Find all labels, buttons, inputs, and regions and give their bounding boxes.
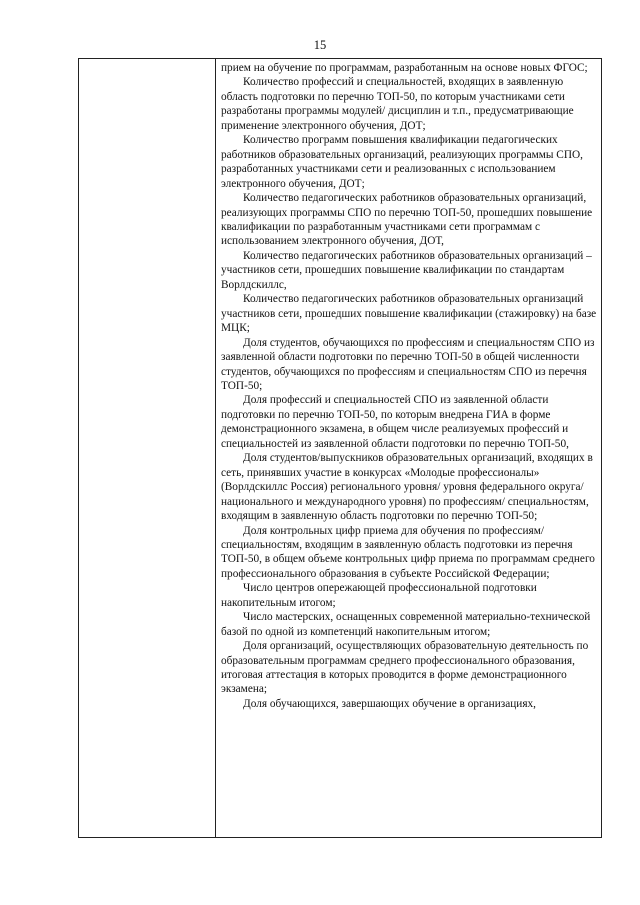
paragraph: Количество педагогических работников образовательных организаций участников сети, прошедших повышение квалификации (стажировку) на базе МЦК;	[221, 293, 597, 335]
paragraph: прием на обучение по программам, разработанным на основе новых ФГОС;	[221, 62, 588, 74]
document-table	[78, 58, 602, 838]
paragraph: Доля организаций, осуществляющих образовательную деятельность по образовательным программам среднего профессионального образования, итоговая аттестация в которых проводится в форме демонстрационного экзамена;	[221, 640, 589, 696]
paragraph: Количество педагогических работников образовательных организаций –участников сети, прошедших повышение квалификации по стандартам Ворлдскиллс,	[221, 249, 592, 291]
paragraph: Доля студентов, обучающихся по профессиям и специальностям СПО из заявленной области подготовки по перечню ТОП-50 в общей численности студентов, обучающихся по профессиям и специальностям СПО из перечня ТОП-50;	[221, 336, 595, 392]
paragraph: Число центров опережающей профессиональной подготовки накопительным итогом;	[221, 582, 537, 609]
table-right-cell	[221, 61, 597, 711]
paragraph: Доля профессий и специальностей СПО из заявленной области подготовки по перечню ТОП-50, по которым внедрена ГИА в форме демонстрационного экзамена, в общем числе реализуемых профессий и специальностей из заявленной области подготовки по перечню ТОП-50,	[221, 394, 569, 450]
paragraph: Количество профессий и специальностей, входящих в заявленную область подготовки по перечню ТОП-50, по которым участниками сети разработаны программы модулей/ дисциплин и т.п., предусматривающие применение электронного обучения, ДОТ;	[221, 76, 574, 132]
paragraph: Доля контрольных цифр приема для обучения по профессиям/ специальностям, входящим в заявленную область подготовки из перечня ТОП-50, в общем объеме контрольных цифр приема по программам среднего профессионального образования в субъекте Российской Федерации;	[221, 524, 595, 580]
page-number: 15	[313, 38, 327, 52]
table-left-cell	[79, 59, 215, 837]
paragraph: Число мастерских, оснащенных современной материально-технической базой по одной из компетенций накопительным итогом;	[221, 611, 591, 638]
paragraph: Доля студентов/выпускников образовательных организаций, входящих в сеть, принявших участие в конкурсах «Молодые профессионалы» (Ворлдскиллс Россия) регионального уровня/ уровня федерального округа/ национального и международного уровня) по профессиям/ специальностям, входящим в заявленную область подготовки по перечню ТОП-50;	[221, 452, 593, 523]
table-column-divider	[215, 59, 216, 837]
paragraph: Количество программ повышения квалификации педагогических работников образовательных организаций, реализующих программы СПО, разработанных участниками сети и реализованных с использованием электронного обучения, ДОТ;	[221, 134, 583, 190]
paragraph: Доля обучающихся, завершающих обучение в организациях,	[243, 697, 536, 710]
paragraph: Количество педагогических работников образовательных организаций, реализующих программы СПО по перечню ТОП-50, прошедших повышение квалификации по разработанным участниками сети программам с использованием электронного обучения, ДОТ,	[221, 192, 593, 248]
